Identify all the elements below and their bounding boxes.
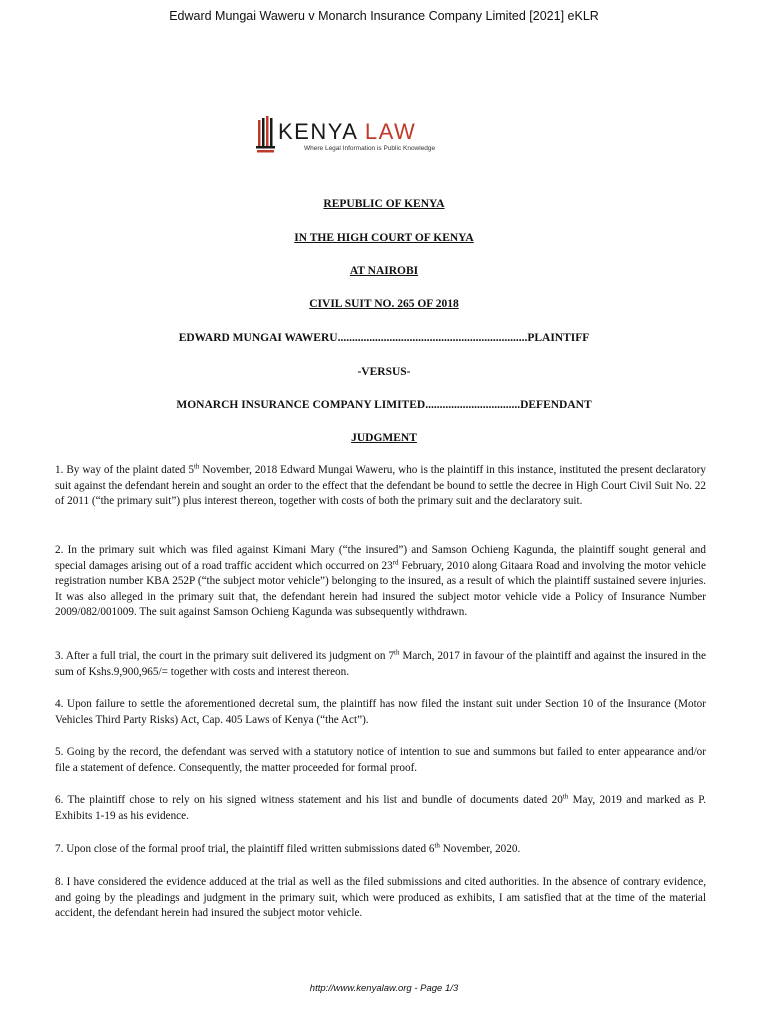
document-header: Edward Mungai Waweru v Monarch Insurance Company Limited [2021] eKLR — [169, 9, 599, 23]
caption-court: IN THE HIGH COURT OF KENYA — [294, 232, 474, 244]
paragraph-8: 8. I have considered the evidence adduced at the trial as well as the filed submissions and cited authorities. In the absence of contrary evidence, and going by the pleadings and judgment in the primary suit, which were produced as exhibits, I am satisfied that at the time of the material accident, the defendant herein had insured the subject motor vehicle. — [55, 876, 706, 919]
logo-word-law: LAW — [364, 119, 417, 144]
paragraph-5: 5. Going by the record, the defendant was served with a statutory notice of intention to sue and summons but failed to enter appearance and/or file a statement of defence. Consequently, the matter proceeded for formal proof. — [55, 746, 706, 774]
pillars-logo-icon — [256, 116, 278, 154]
kenya-law-logo — [256, 116, 466, 156]
paragraph-3: 3. After a full trial, the court in the primary suit delivered its judgment on 7th March, 2017 in favour of the plaintiff and against the insured in the sum of Kshs.9,900,965/= together with costs and interest thereon. — [55, 648, 706, 678]
page-footer: http://www.kenyalaw.org - Page 1/3 — [309, 983, 459, 994]
paragraph-2: 2. In the primary suit which was filed against Kimani Mary (“the insured”) and Samson Ochieng Kagunda, the plaintiff sought general and special damages arising out of a road traffic accident which occurred on 23rd February, 2010 along Gitaara Road and involving the motor vehicle registration number KBA 252P (“the subject motor vehicle”) belonging to the insured, as a result of which the plaintiff sustained severe injuries. It was also alleged in the primary suit that, the defendant herein had insured the subject motor vehicle vide a Policy of Insurance Number 2009/082/001009. The suit against Samson Ochieng Kagunda was subsequently withdrawn. — [55, 544, 706, 618]
logo-wordmark — [278, 119, 416, 145]
paragraph-6: 6. The plaintiff chose to rely on his signed witness statement and his list and bundle of documents dated 20th May, 2019 and marked as P. Exhibits 1-19 as his evidence. — [55, 792, 707, 822]
paragraph-4: 4. Upon failure to settle the aforementioned decretal sum, the plaintiff has now filed the instant suit under Section 10 of the Insurance (Motor Vehicles Third Party Risks) Act, Cap. 405 Laws of Kenya (“the Act”). — [55, 698, 706, 726]
logo-word-kenya: KENYA — [278, 119, 358, 144]
caption-republic: REPUBLIC OF KENYA — [323, 198, 445, 210]
judgment-heading: JUDGMENT — [351, 432, 417, 444]
caption-suit-number: CIVIL SUIT NO. 265 OF 2018 — [309, 298, 459, 310]
paragraph-1: 1. By way of the plaint dated 5th November, 2018 Edward Mungai Waweru, who is the plaintiff in this instance, instituted the present declaratory suit against the defendant herein and sought an order to the effect that the defendant be bound to settle the decree in High Court Civil Suit No. 22 of 2011 (“the primary suit”) plus interest thereon, together with costs of both the primary suit and the declaratory suit. — [55, 462, 706, 507]
defendant-line: MONARCH INSURANCE COMPANY LIMITED.................................DEFENDANT — [176, 399, 592, 411]
versus-line: -VERSUS- — [357, 366, 411, 378]
logo-tagline: Where Legal Information is Public Knowledge — [304, 145, 436, 152]
caption-location: AT NAIROBI — [349, 265, 419, 277]
plaintiff-line: EDWARD MUNGAI WAWERU..................................................................PLAINTIFF — [178, 332, 590, 344]
paragraph-7: 7. Upon close of the formal proof trial, the plaintiff filed written submissions dated 6th November, 2020. — [55, 841, 521, 855]
